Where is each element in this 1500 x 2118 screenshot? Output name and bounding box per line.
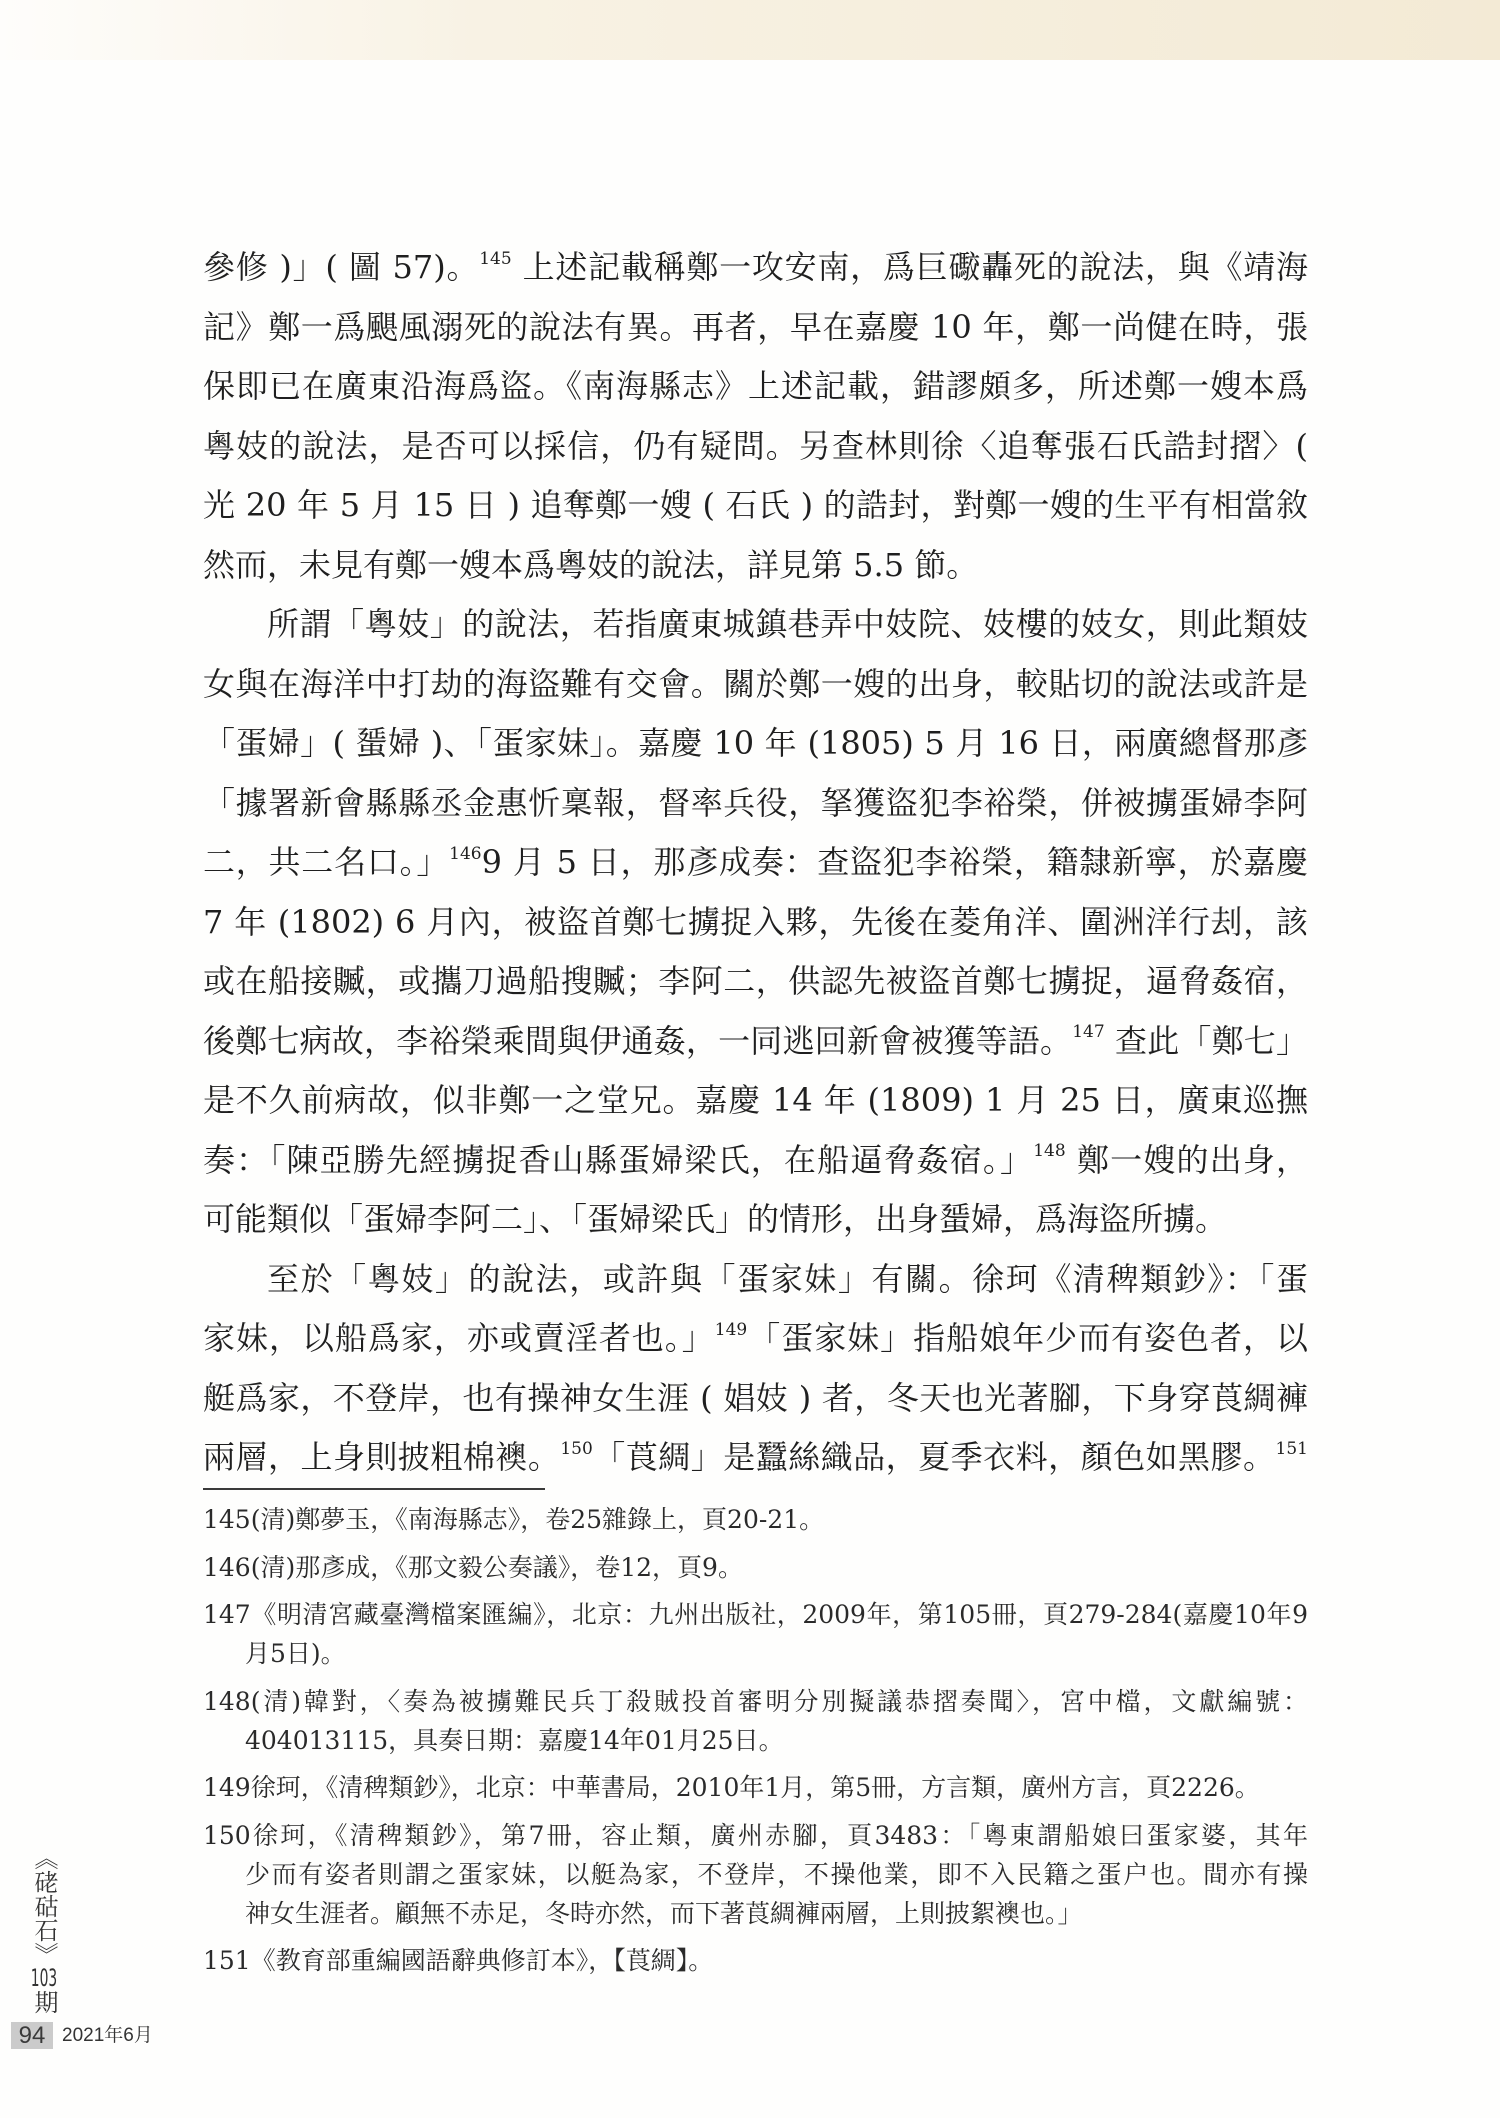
footnote-line: 月5日)。 <box>245 1639 346 1668</box>
footnote-number: 150 <box>203 1820 251 1850</box>
text-line: 「據署新會縣縣丞金惠忻稟報，督率兵役，拏獲盜犯李裕榮，併被擄蛋婦李阿 <box>203 783 1308 822</box>
footnote-text: 《教育部重編國語辭典修訂本》，【莨綢】。 <box>250 1946 714 1975</box>
footnote-line: 少而有姿者則謂之蛋家妹，以艇為家，不登岸，不操他業，即不入民籍之蛋户也。間亦有操 <box>245 1859 1308 1889</box>
line-text: 家妹，以船爲家，亦或賣淫者也。」 <box>203 1319 715 1357</box>
paragraph-2 <box>203 595 1308 1250</box>
footnote-ref: 147 <box>1072 1022 1105 1043</box>
footnote-number: 145 <box>203 1505 251 1534</box>
footnote-ref: 146 <box>449 843 482 864</box>
page-number: 94 <box>11 2022 53 2049</box>
issue-suffix: 期 <box>30 1990 58 2014</box>
line-text: 鄭一嫂的出身， <box>1065 1140 1308 1179</box>
footnote-line <box>203 1941 1308 1980</box>
footnote-number: 148 <box>203 1686 251 1716</box>
footnote-line <box>203 1816 1308 1855</box>
footnote-148 <box>203 1682 1308 1760</box>
footnote-text: (清)韓對，〈奏為被擄難民兵丁殺賊投首審明分別擬議恭摺奏聞〉，宮中檔，文獻編號： <box>250 1686 1308 1716</box>
line-text: 參修 )」( 圖 57)。 <box>203 248 480 286</box>
text-line <box>203 1309 1308 1369</box>
text-line: 所謂「粵妓」的說法，若指廣東城鎮巷弄中妓院、妓樓的妓女，則此類妓 <box>267 605 1308 643</box>
line-text: 「蛋家妹」指船娘年少而有姿色者，以 <box>747 1319 1308 1357</box>
text-line <box>203 1131 1308 1191</box>
footnote-number: 151 <box>203 1946 251 1975</box>
text-line: 記》鄭一爲颶風溺死的說法有異。再者，早在嘉慶 10 年，鄭一尚健在時，張 <box>203 307 1308 346</box>
footnote-ref: 149 <box>714 1319 748 1340</box>
text-line: 或在船接贓，或攜刀過船搜贓；李阿二，供認先被盜首鄭七擄捉，逼脅姦宿， <box>203 962 1308 1000</box>
issue-date: 2021年6月 <box>62 2025 153 2046</box>
paragraph-3 <box>203 1250 1308 1488</box>
footnote-text: (清)那彥成，《那文毅公奏議》，卷12，頁9。 <box>250 1552 743 1582</box>
issue-number: 103 <box>30 1966 58 1990</box>
footnote-ref: 151 <box>1275 1438 1308 1459</box>
line-text: 二，共二名口。」 <box>203 843 450 881</box>
text-line: 光 20 年 5 月 15 日 ) 追奪鄭一嫂 ( 石氏 ) 的誥封，對鄭一嫂的生平有相當敘 <box>203 486 1308 524</box>
footnote-ref: 148 <box>1033 1141 1066 1162</box>
paragraph-1 <box>203 238 1308 595</box>
line-text: 9 月 5 日，那彥成奏：查盜犯李裕榮，籍隸新寧，於嘉慶 <box>481 843 1308 881</box>
footnote-line <box>203 1768 1308 1807</box>
text-line: 是不久前病故，似非鄭一之堂兄。嘉慶 14 年 (1809) 1 月 25 日，廣東巡撫 <box>203 1081 1308 1119</box>
footnote-line <box>203 1548 1308 1587</box>
footnote-text: 徐珂，《清稗類鈔》，第7冊，容止類，廣州赤腳，頁3483：「粵東謂船娘曰蛋家婆，其年 <box>250 1820 1308 1850</box>
body-text <box>203 238 1308 1488</box>
journal-name: 《硓𥑮石》 <box>30 1846 58 1966</box>
footnote-line: 神女生涯者。顧無不赤足，冬時亦然，而下著莨綢褲兩層，上則披絮襖也。」 <box>245 1898 1083 1928</box>
text-line: 7 年 (1802) 6 月內，被盜首鄭七擄捉入夥，先後在菱角洋、圍洲洋行刦，該 <box>203 902 1308 941</box>
line-text: 上述記載稱鄭一攻安南，爲巨礮轟死的說法，與《靖海 <box>522 248 1308 286</box>
footnote-ref: 145 <box>479 248 512 269</box>
footnote-number: 147 <box>203 1600 251 1629</box>
text-line: 「蛋婦」( 蜑婦 )、「蛋家妹」。嘉慶 10 年 (1805) 5 月 16 日，兩廣總督那彥 <box>203 724 1308 762</box>
line-text: 後鄭七病故，李裕榮乘間與伊通姦，一同逃回新會被獲等語。 <box>203 1021 1073 1060</box>
footnote-146 <box>203 1548 1308 1587</box>
footnote-line: 404013115，具奏日期：嘉慶14年01月25日。 <box>245 1725 784 1755</box>
text-line <box>203 238 1308 298</box>
footnotes <box>203 1500 1308 1989</box>
footnote-145 <box>203 1500 1308 1539</box>
footnote-147 <box>203 1595 1308 1673</box>
text-line <box>203 833 1308 893</box>
footnote-text: 《明清宮藏臺灣檔案匯編》，北京：九州出版社，2009年，第105冊，頁279-284(嘉慶10年9 <box>250 1600 1308 1629</box>
line-text: 「莨綢」是蠶絲織品，夏季衣料，顏色如黑膠。 <box>592 1438 1276 1476</box>
text-line <box>203 1012 1308 1072</box>
footnote-text: 徐珂，《清稗類鈔》，北京：中華書局，2010年1月，第5冊，方言類，廣州方言，頁2226。 <box>250 1773 1260 1802</box>
top-color-band <box>0 0 1500 60</box>
text-line: 艇爲家，不登岸，也有操神女生涯 ( 娼妓 ) 者，冬天也光著腳，下身穿莨綢褲 <box>203 1378 1308 1417</box>
footnote-separator <box>203 1488 545 1490</box>
text-line: 至於「粵妓」的說法，或許與「蛋家妹」有關。徐珂《清稗類鈔》：「蛋 <box>267 1259 1308 1298</box>
footnote-line <box>203 1500 1308 1539</box>
text-line: 可能類似「蛋婦李阿二」、「蛋婦梁氏」的情形，出身蜑婦，爲海盜所擄。 <box>203 1200 1228 1238</box>
text-line <box>203 1428 1308 1488</box>
footnote-text: (清)鄭夢玉，《南海縣志》，卷25雜錄上，頁20-21。 <box>250 1505 825 1534</box>
text-line: 女與在海洋中打劫的海盜難有交會。關於鄭一嫂的出身，較貼切的說法或許是 <box>203 664 1308 703</box>
text-line: 然而，未見有鄭一嫂本爲粵妓的說法，詳見第 5.5 節。 <box>203 545 979 584</box>
footnote-151 <box>203 1941 1308 1980</box>
journal-title-vertical <box>30 1846 58 2014</box>
footnote-number: 146 <box>203 1552 251 1582</box>
line-text: 兩層，上身則披粗棉襖。 <box>203 1438 561 1476</box>
footnote-149 <box>203 1768 1308 1807</box>
text-line: 保即已在廣東沿海爲盜。《南海縣志》上述記載，錯謬頗多，所述鄭一嫂本爲 <box>203 367 1308 405</box>
footnote-ref: 150 <box>560 1438 593 1459</box>
text-line: 粵妓的說法，是否可以採信，仍有疑問。另查林則徐〈追奪張石氏誥封摺〉( <box>203 426 1308 465</box>
footnote-line <box>203 1682 1308 1721</box>
footnote-150 <box>203 1816 1308 1933</box>
line-text: 查此「鄭七」 <box>1104 1021 1308 1060</box>
line-text: 奏：「陳亞勝先經擄捉香山縣蛋婦梁氏，在船逼脅姦宿。」 <box>203 1140 1034 1179</box>
footnote-line <box>203 1595 1308 1634</box>
footnote-number: 149 <box>203 1773 251 1802</box>
